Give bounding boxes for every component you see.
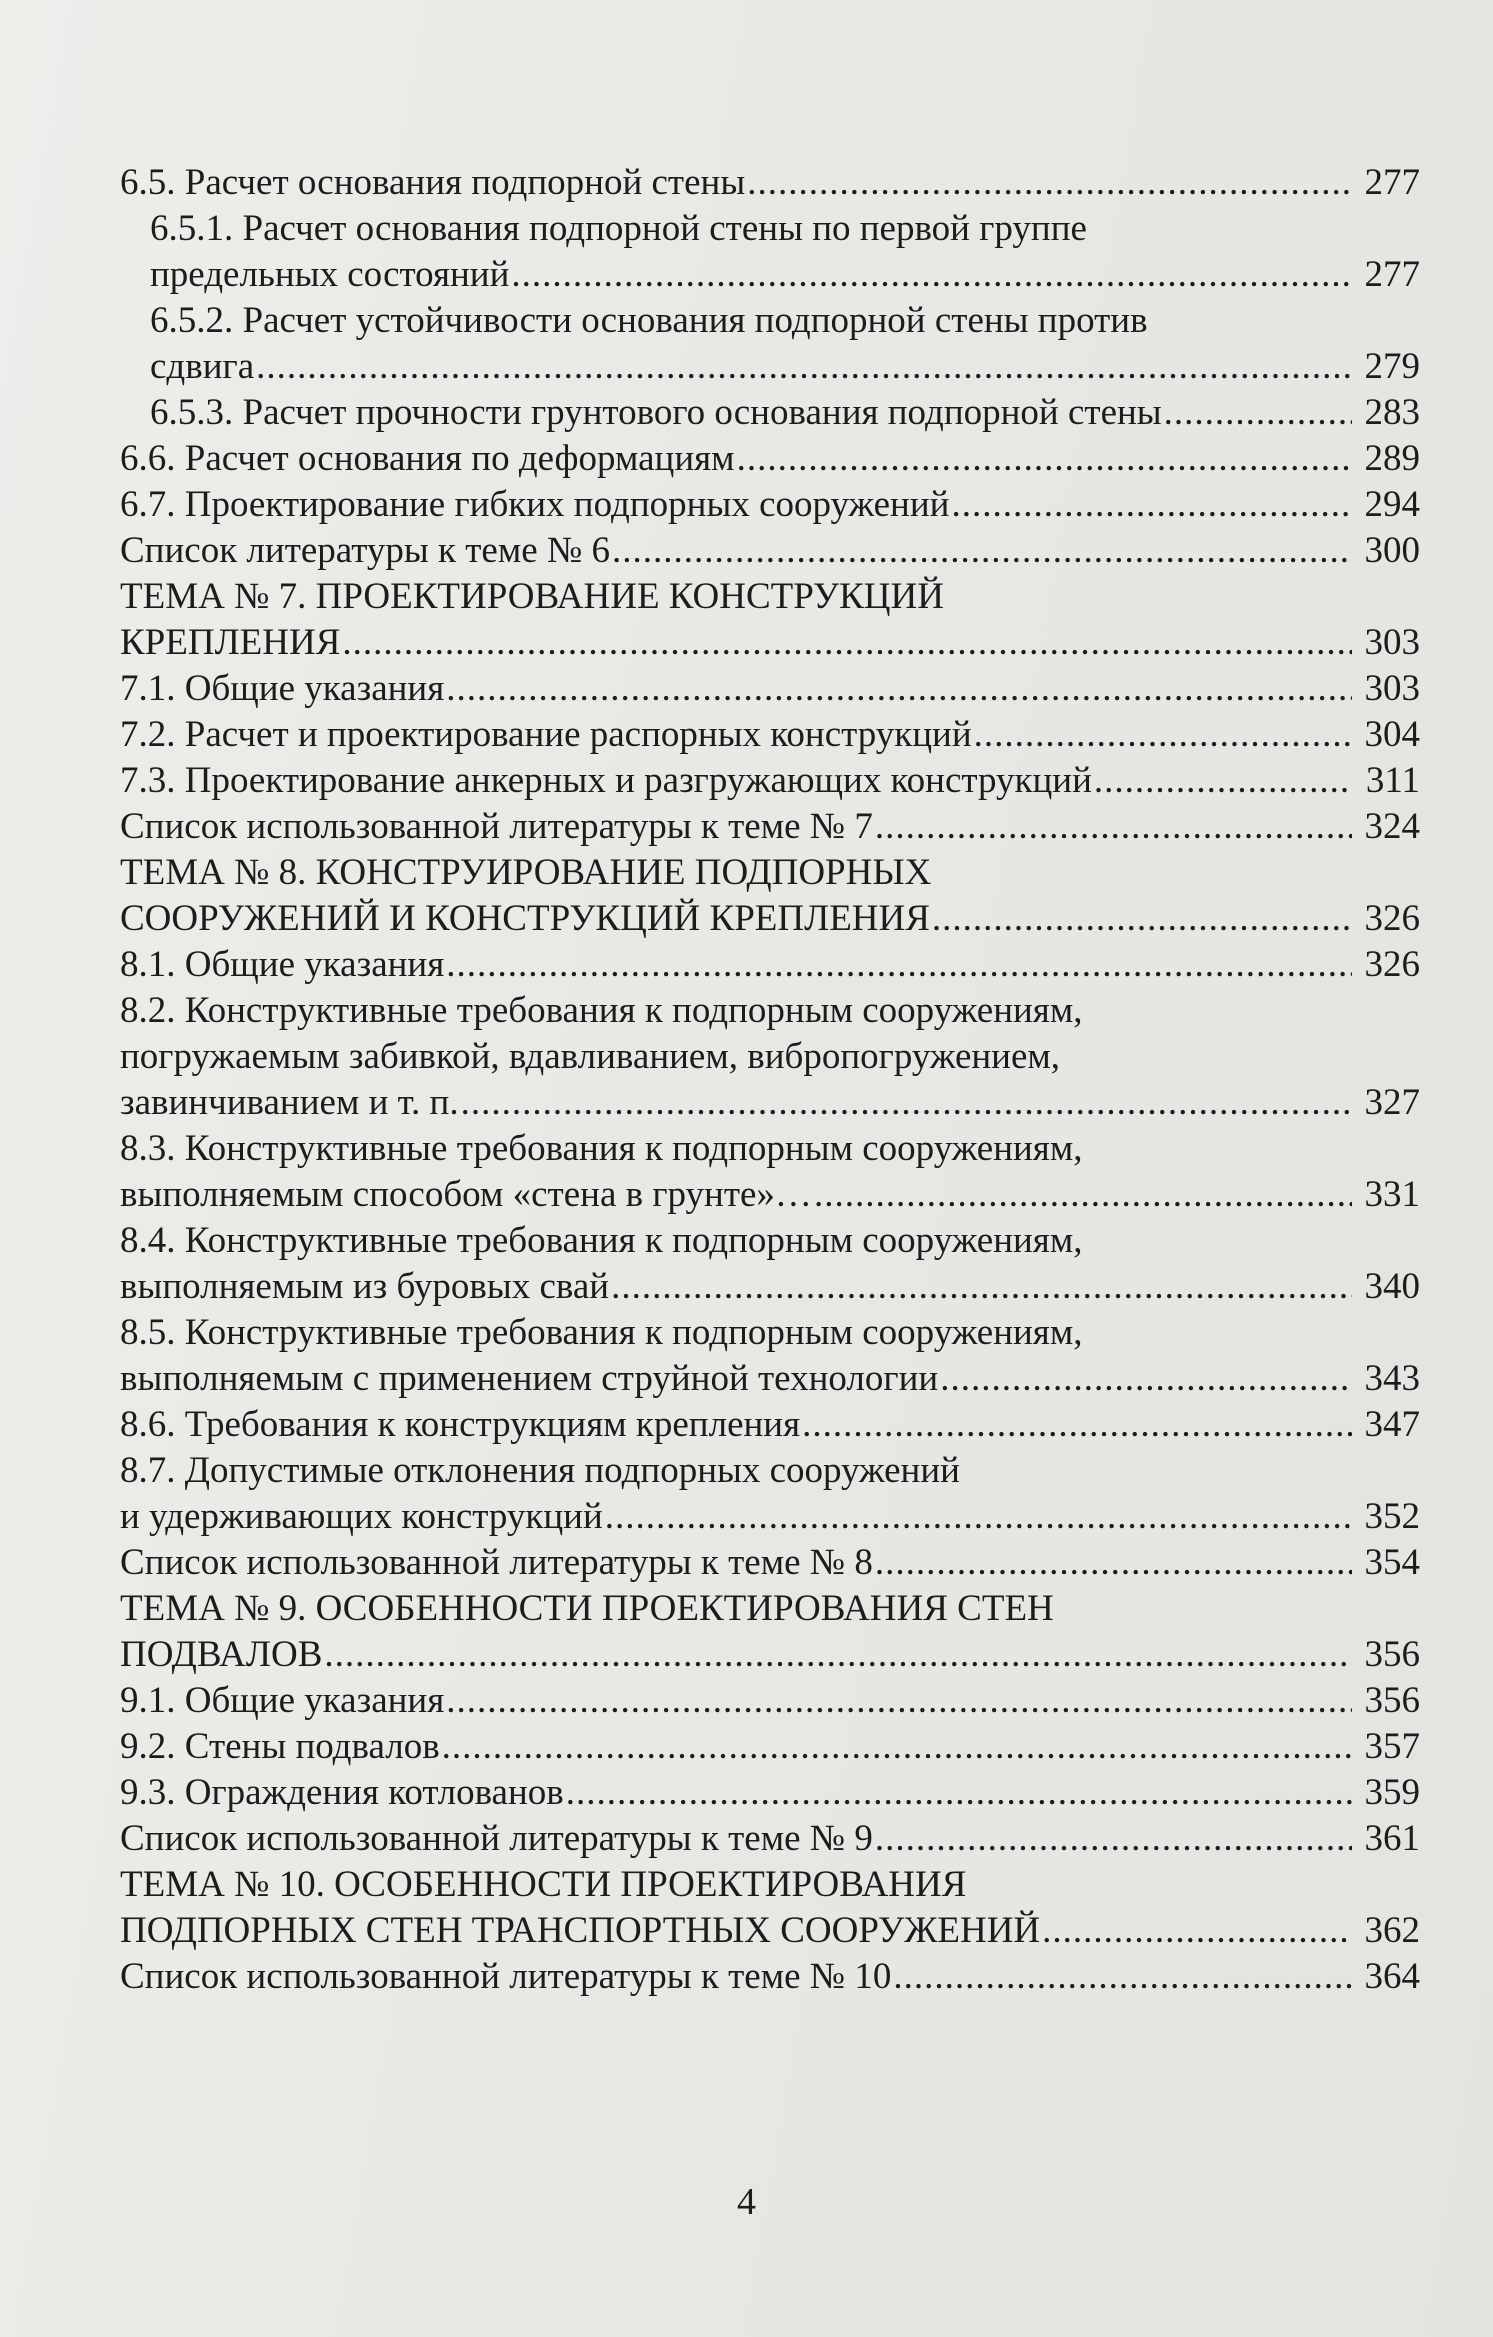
toc-entry-page: 359 bbox=[1364, 1772, 1420, 1813]
toc-dot-leader bbox=[446, 1678, 1352, 1724]
toc-entry-row bbox=[120, 1264, 1420, 1310]
toc-entry-title: 6.5. Расчет основания подпорной стены bbox=[120, 162, 746, 203]
toc-entry-page: 294 bbox=[1364, 484, 1420, 525]
toc-entry bbox=[120, 206, 1420, 298]
toc-entry-row bbox=[120, 1632, 1420, 1678]
toc-entry-title: выполняемым с применением струйной технологии bbox=[120, 1358, 939, 1399]
toc-dot-leader bbox=[747, 160, 1352, 206]
toc-entry-row bbox=[120, 666, 1420, 712]
toc-entry bbox=[120, 1218, 1420, 1310]
toc-entry bbox=[120, 1678, 1420, 1724]
toc-entry-page: 277 bbox=[1364, 254, 1420, 295]
toc-entry-title: 8.6. Требования к конструкциям крепления bbox=[120, 1404, 801, 1445]
toc-entry-title-line: 8.7. Допустимые отклонения подпорных сооружений bbox=[120, 1450, 960, 1491]
toc-entry-title-line: ТЕМА № 7. ПРОЕКТИРОВАНИЕ КОНСТРУКЦИЙ bbox=[120, 576, 944, 617]
toc-entry bbox=[120, 436, 1420, 482]
toc-dot-leader bbox=[324, 1632, 1352, 1678]
toc-entry bbox=[120, 1540, 1420, 1586]
toc-entry bbox=[120, 942, 1420, 988]
toc-entry-page: 289 bbox=[1364, 438, 1420, 479]
toc-entry-row bbox=[120, 1724, 1420, 1770]
toc-dot-leader bbox=[875, 1816, 1352, 1862]
toc-entry bbox=[120, 1770, 1420, 1816]
toc-entry-row bbox=[150, 252, 1420, 298]
toc-dot-leader bbox=[511, 252, 1352, 298]
toc-entry-row bbox=[150, 344, 1420, 390]
toc-entry bbox=[120, 666, 1420, 712]
toc-entry-row bbox=[120, 1678, 1420, 1724]
toc-entry-row bbox=[120, 1356, 1420, 1402]
toc-entry-page: 279 bbox=[1364, 346, 1420, 387]
toc-dot-leader bbox=[893, 1954, 1352, 2000]
toc-entry-row bbox=[120, 482, 1420, 528]
toc-entry-title: выполняемым из буровых свай bbox=[120, 1266, 610, 1307]
toc-entry-title-line: ТЕМА № 9. ОСОБЕННОСТИ ПРОЕКТИРОВАНИЯ СТЕН bbox=[120, 1588, 1054, 1629]
toc-dot-leader bbox=[814, 1172, 1352, 1218]
toc-entry-row bbox=[120, 758, 1420, 804]
toc-entry-title: Список литературы к теме № 6 bbox=[120, 530, 610, 571]
toc-entry-title: 6.6. Расчет основания по деформациям bbox=[120, 438, 735, 479]
toc-entry-title: 8.1. Общие указания bbox=[120, 944, 445, 985]
toc-entry-title: СООРУЖЕНИЙ И КОНСТРУКЦИЙ КРЕПЛЕНИЯ bbox=[120, 898, 930, 939]
toc-entry-page: 362 bbox=[1364, 1910, 1420, 1951]
toc-entry-page: 340 bbox=[1364, 1266, 1420, 1307]
toc-entry bbox=[120, 160, 1420, 206]
toc-entry-page: 324 bbox=[1364, 806, 1420, 847]
toc-entry-title-line: 8.3. Конструктивные требования к подпорным сооружениям, bbox=[120, 1128, 1083, 1169]
toc-entry-title: ПОДВАЛОВ bbox=[120, 1634, 323, 1675]
toc-dot-leader bbox=[342, 620, 1352, 666]
toc-entry-title: 6.7. Проектирование гибких подпорных сооружений bbox=[120, 484, 950, 525]
toc-entry bbox=[120, 1586, 1420, 1678]
toc-dot-leader bbox=[446, 666, 1352, 712]
toc-dot-leader bbox=[1094, 758, 1352, 804]
toc-entry-page: 331 bbox=[1364, 1174, 1420, 1215]
toc-entry-title: и удерживающих конструкций bbox=[120, 1496, 603, 1537]
toc-entry-page: 364 bbox=[1364, 1956, 1420, 1997]
toc-entry bbox=[120, 390, 1420, 436]
toc-dot-leader bbox=[605, 1494, 1352, 1540]
toc-entry-page: 352 bbox=[1364, 1496, 1420, 1537]
toc-entry-title: 7.1. Общие указания bbox=[120, 668, 445, 709]
toc-entry-title: сдвига bbox=[150, 346, 255, 387]
toc-entry-title-line: ТЕМА № 10. ОСОБЕННОСТИ ПРОЕКТИРОВАНИЯ bbox=[120, 1864, 967, 1905]
toc-entry-page: 300 bbox=[1364, 530, 1420, 571]
toc-entry-page: 356 bbox=[1364, 1680, 1420, 1721]
toc-entry bbox=[120, 298, 1420, 390]
toc-entry-row bbox=[120, 712, 1420, 758]
toc-entry-title-line: 8.5. Конструктивные требования к подпорным сооружениям, bbox=[120, 1312, 1083, 1353]
toc-entry-page: 347 bbox=[1364, 1404, 1420, 1445]
toc-entry-title: 7.2. Расчет и проектирование распорных конструкций bbox=[120, 714, 972, 755]
toc-dot-leader bbox=[737, 436, 1352, 482]
toc-entry-title: Список использованной литературы к теме № 9 bbox=[120, 1818, 873, 1859]
toc-entry bbox=[120, 528, 1420, 574]
toc-entry-row bbox=[120, 1402, 1420, 1448]
table-of-contents bbox=[120, 160, 1420, 2000]
toc-dot-leader bbox=[612, 528, 1352, 574]
toc-entry-title: 9.2. Стены подвалов bbox=[120, 1726, 440, 1767]
toc-entry-row bbox=[120, 942, 1420, 988]
toc-entry bbox=[120, 1724, 1420, 1770]
toc-entry-row bbox=[120, 896, 1420, 942]
toc-entry-page: 361 bbox=[1364, 1818, 1420, 1859]
page-number: 4 bbox=[737, 2181, 756, 2223]
toc-entry-row bbox=[120, 1954, 1420, 2000]
toc-entry-row bbox=[120, 1080, 1420, 1126]
toc-dot-leader bbox=[446, 942, 1352, 988]
toc-dot-leader bbox=[974, 712, 1352, 758]
toc-entry-page: 311 bbox=[1365, 760, 1420, 801]
toc-entry bbox=[120, 712, 1420, 758]
toc-entry-title: предельных состояний bbox=[150, 254, 510, 295]
toc-entry bbox=[120, 1862, 1420, 1954]
toc-entry bbox=[120, 804, 1420, 850]
toc-dot-leader bbox=[461, 1080, 1352, 1126]
toc-entry-title-line: 8.4. Конструктивные требования к подпорным сооружениям, bbox=[120, 1220, 1083, 1261]
toc-entry-title-line: 6.5.1. Расчет основания подпорной стены по первой группе bbox=[150, 208, 1087, 249]
toc-entry-title: 7.3. Проектирование анкерных и разгружающих конструкций bbox=[120, 760, 1092, 801]
toc-dot-leader bbox=[611, 1264, 1352, 1310]
toc-entry-page: 327 bbox=[1364, 1082, 1420, 1123]
toc-entry-row bbox=[120, 160, 1420, 206]
toc-entry-row bbox=[120, 528, 1420, 574]
toc-entry-page: 303 bbox=[1364, 668, 1420, 709]
toc-entry bbox=[120, 758, 1420, 804]
toc-entry-title-line: погружаемым забивкой, вдавливанием, вибропогружением, bbox=[120, 1036, 1061, 1077]
toc-entry-row bbox=[120, 620, 1420, 666]
toc-entry-page: 343 bbox=[1364, 1358, 1420, 1399]
toc-dot-leader bbox=[1042, 1908, 1352, 1954]
toc-entry-page: 304 bbox=[1364, 714, 1420, 755]
toc-entry bbox=[120, 1310, 1420, 1402]
toc-entry-row bbox=[120, 436, 1420, 482]
toc-entry-row bbox=[120, 1172, 1420, 1218]
toc-entry bbox=[120, 850, 1420, 942]
toc-entry bbox=[120, 988, 1420, 1126]
toc-entry bbox=[120, 1126, 1420, 1218]
toc-entry-title: 9.3. Ограждения котлованов bbox=[120, 1772, 564, 1813]
toc-entry-row bbox=[120, 1770, 1420, 1816]
toc-entry-title-line: 8.2. Конструктивные требования к подпорным сооружениям, bbox=[120, 990, 1083, 1031]
toc-entry-page: 356 bbox=[1364, 1634, 1420, 1675]
toc-entry bbox=[120, 1402, 1420, 1448]
toc-entry bbox=[120, 1448, 1420, 1540]
toc-dot-leader bbox=[940, 1356, 1352, 1402]
toc-entry-page: 357 bbox=[1364, 1726, 1420, 1767]
toc-dot-leader bbox=[442, 1724, 1352, 1770]
toc-entry-row bbox=[120, 1908, 1420, 1954]
toc-entry-row bbox=[120, 1494, 1420, 1540]
toc-entry-title: Список использованной литературы к теме № 7 bbox=[120, 806, 873, 847]
toc-entry-title-line: 6.5.2. Расчет устойчивости основания подпорной стены против bbox=[150, 300, 1148, 341]
toc-dot-leader bbox=[1164, 390, 1352, 436]
toc-entry-page: 303 bbox=[1364, 622, 1420, 663]
toc-dot-leader bbox=[256, 344, 1352, 390]
toc-entry-page: 277 bbox=[1364, 162, 1420, 203]
toc-entry-title-line: ТЕМА № 8. КОНСТРУИРОВАНИЕ ПОДПОРНЫХ bbox=[120, 852, 932, 893]
toc-entry bbox=[120, 1816, 1420, 1862]
toc-dot-leader bbox=[802, 1402, 1352, 1448]
toc-entry bbox=[120, 482, 1420, 528]
toc-entry-title: ПОДПОРНЫХ СТЕН ТРАНСПОРТНЫХ СООРУЖЕНИЙ bbox=[120, 1910, 1041, 1951]
toc-entry-title: 9.1. Общие указания bbox=[120, 1680, 445, 1721]
toc-entry-page: 283 bbox=[1364, 392, 1420, 433]
toc-entry-row bbox=[120, 804, 1420, 850]
toc-entry-title: КРЕПЛЕНИЯ bbox=[120, 622, 341, 663]
toc-dot-leader bbox=[875, 1540, 1352, 1586]
toc-entry-title: выполняемым способом «стена в грунте»… bbox=[120, 1174, 812, 1215]
toc-entry-page: 326 bbox=[1364, 898, 1420, 939]
toc-entry-page: 354 bbox=[1364, 1542, 1420, 1583]
toc-entry-row bbox=[120, 1816, 1420, 1862]
toc-dot-leader bbox=[875, 804, 1352, 850]
toc-dot-leader bbox=[566, 1770, 1352, 1816]
toc-entry-row bbox=[120, 1540, 1420, 1586]
toc-entry-page: 326 bbox=[1364, 944, 1420, 985]
toc-entry-title: Список использованной литературы к теме № 10 bbox=[120, 1956, 892, 1997]
toc-entry-title: Список использованной литературы к теме № 8 bbox=[120, 1542, 873, 1583]
toc-dot-leader bbox=[951, 482, 1352, 528]
toc-dot-leader bbox=[932, 896, 1352, 942]
toc-entry bbox=[120, 1954, 1420, 2000]
toc-entry-title: завинчиванием и т. п. bbox=[120, 1082, 459, 1123]
toc-entry-title: 6.5.3. Расчет прочности грунтового основания подпорной стены bbox=[150, 392, 1162, 433]
toc-entry-row bbox=[150, 390, 1420, 436]
toc-entry bbox=[120, 574, 1420, 666]
